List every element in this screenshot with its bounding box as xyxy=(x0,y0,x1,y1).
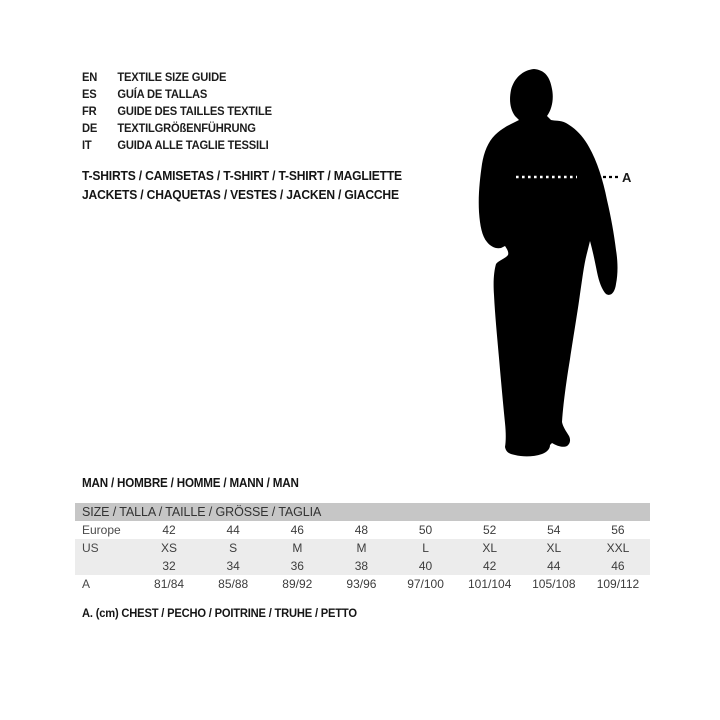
language-row-es xyxy=(82,86,272,103)
size-table-header: SIZE / TALLA / TAILLE / GRÖSSE / TAGLIA xyxy=(75,503,650,521)
man-silhouette-body xyxy=(479,69,618,456)
table-cell: XS xyxy=(161,541,178,555)
measurement-footnote: A. (cm) CHEST / PECHO / POITRINE / TRUHE / PETTO xyxy=(82,606,357,620)
language-label: TEXTILGRÖßENFÜHRUNG xyxy=(117,120,256,135)
language-label: GUIDE DES TAILLES TEXTILE xyxy=(117,103,272,118)
table-cell: 48 xyxy=(354,523,369,537)
measure-a-label: A xyxy=(622,170,632,185)
table-cell: 34 xyxy=(226,559,240,573)
language-code: DE xyxy=(82,120,98,135)
table-row-numeric xyxy=(75,557,650,575)
table-cell: 42 xyxy=(483,559,497,573)
language-row-fr xyxy=(82,103,272,120)
table-cell: M xyxy=(356,541,367,555)
table-cell: S xyxy=(229,541,238,555)
table-cell: 81/84 xyxy=(154,577,185,591)
table-cell: 85/88 xyxy=(218,577,249,591)
row-label-empty xyxy=(75,557,137,575)
table-row-chest-a xyxy=(75,575,650,593)
table-cell: 52 xyxy=(483,523,497,537)
language-row-de xyxy=(82,119,272,136)
garment-line-tshirts: T-SHIRTS / CAMISETAS / T-SHIRT / T-SHIRT / MAGLIETTE xyxy=(82,168,402,183)
table-cell: 46 xyxy=(611,559,625,573)
table-cell: 97/100 xyxy=(407,577,444,591)
garment-line-jackets: JACKETS / CHAQUETAS / VESTES / JACKEN / GIACCHE xyxy=(82,186,399,202)
table-cell: 40 xyxy=(418,559,433,573)
table-cell: 50 xyxy=(418,523,433,537)
man-silhouette xyxy=(450,62,660,462)
table-row-europe xyxy=(75,521,650,539)
table-cell: 36 xyxy=(290,559,304,573)
language-label: TEXTILE SIZE GUIDE xyxy=(117,70,227,85)
table-cell: L xyxy=(422,541,429,555)
table-cell: 105/108 xyxy=(532,577,576,591)
table-cell: 93/96 xyxy=(346,577,377,591)
table-cell: 101/104 xyxy=(467,577,512,591)
language-row-it xyxy=(82,136,272,153)
table-cell: XL xyxy=(546,541,562,555)
garment-categories xyxy=(82,167,402,204)
language-code: EN xyxy=(82,70,98,85)
size-table-header-row xyxy=(75,503,650,521)
table-cell: 38 xyxy=(354,559,369,573)
row-label-a: A xyxy=(82,577,91,591)
language-code: IT xyxy=(82,137,92,152)
table-cell: 42 xyxy=(162,523,176,537)
language-code: ES xyxy=(82,87,97,102)
language-row-en xyxy=(82,69,272,86)
table-cell: XL xyxy=(482,541,498,555)
language-label: GUIDA ALLE TAGLIE TESSILI xyxy=(117,137,269,152)
table-cell: 44 xyxy=(547,559,561,573)
language-code: FR xyxy=(82,103,97,118)
table-cell: 56 xyxy=(611,523,625,537)
table-cell: 89/92 xyxy=(282,577,313,591)
table-row-us xyxy=(75,539,650,557)
language-list xyxy=(82,69,272,153)
table-cell: XXL xyxy=(606,541,630,555)
row-label-us: US xyxy=(82,541,99,555)
table-cell: M xyxy=(292,541,303,555)
table-cell: 109/112 xyxy=(596,577,640,591)
table-cell: 46 xyxy=(290,523,304,537)
row-label-europe: Europe xyxy=(82,523,121,537)
table-cell: 32 xyxy=(162,559,176,573)
table-cell: 54 xyxy=(547,523,561,537)
size-table xyxy=(75,503,650,593)
section-title-man: MAN / HOMBRE / HOMME / MANN / MAN xyxy=(82,476,299,490)
table-cell: 44 xyxy=(226,523,240,537)
language-label: GUÍA DE TALLAS xyxy=(117,87,208,102)
